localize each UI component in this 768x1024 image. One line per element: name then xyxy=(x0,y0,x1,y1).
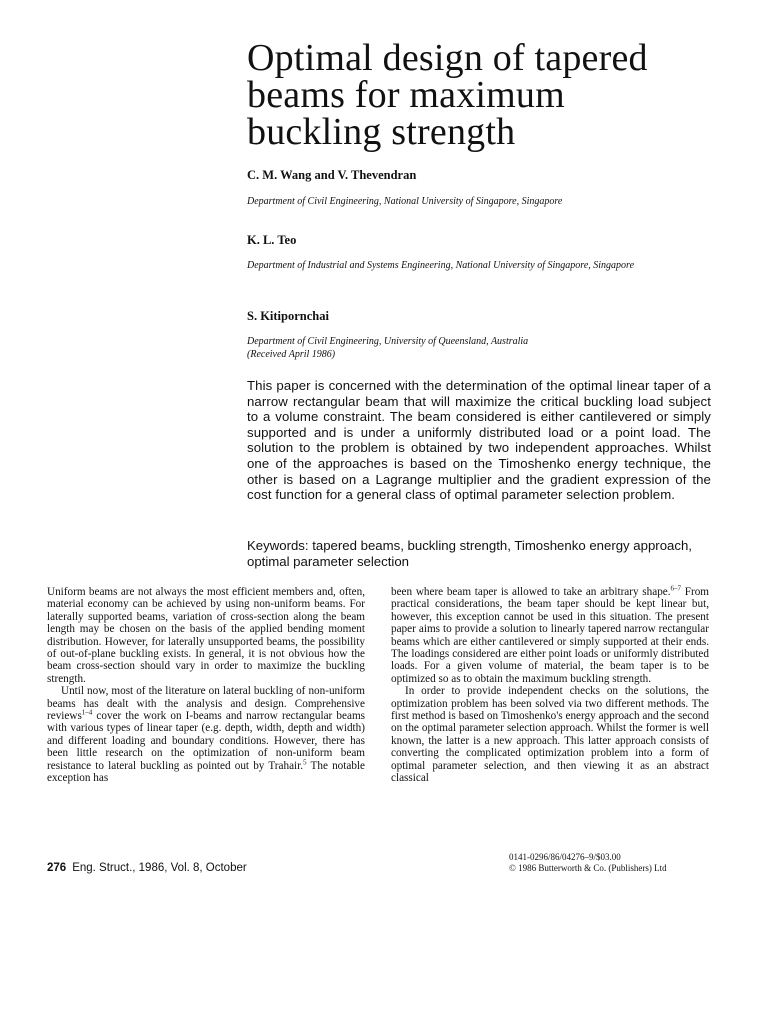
citation-ref: 5 xyxy=(303,757,307,766)
body-paragraph: Uniform beams are not always the most efficient members and, often, material economy can be achieved by using non-uniform beams. For laterally supported beams, variation of cross-section along the beam length may be chosen on the basis of the applied bending moment distribution. However, for laterally unsupported beams, the possibility of out-of-plane buckling exists. In general, it is not obvious how the beam cross-section should vary in order to maximize the buckling strength. xyxy=(47,586,365,685)
author-affiliation: Department of Civil Engineering, University of Queensland, Australia xyxy=(247,336,529,347)
author-affiliation: Department of Industrial and Systems Engineering, National University of Singapore, Singapore xyxy=(247,260,635,271)
title-line: buckling strength xyxy=(247,111,516,153)
title-line: Optimal design of tapered xyxy=(247,37,648,79)
citation-ref: 6–7 xyxy=(670,584,682,593)
page-footer xyxy=(47,862,247,874)
body-paragraph: been where beam taper is allowed to take an arbitrary shape.$^{6-7}$ From practical considerations, the beam taper should be kept linear but, however, this exception cannot be used in this situation. The present paper aims to provide a solution to linearly tapered narrow rectangular beams which are either cantilevered or simply supported at their ends. The loadings considered are either point loads or uniformly distributed loads. For a given volume of material, the beam taper is to be optimized so as to obtain the maximum buckling strength. xyxy=(391,584,709,685)
title-line: beams for maximum xyxy=(247,74,565,116)
author-names: K. L. Teo xyxy=(247,233,297,247)
received-date: (Received April 1986) xyxy=(247,349,336,360)
author-affiliation: Department of Civil Engineering, National University of Singapore, Singapore xyxy=(247,196,563,207)
article-code: 0141-0296/86/04276–9/$03.00 xyxy=(509,852,621,862)
author-names: S. Kitipornchai xyxy=(247,309,329,323)
author-names: C. M. Wang and V. Thevendran xyxy=(247,168,417,182)
body-column-right xyxy=(391,586,709,785)
citation-ref: 1–4 xyxy=(81,708,93,717)
keywords: Keywords: tapered beams, buckling strength, Timoshenko energy approach, optimal parameter selection xyxy=(247,538,692,569)
copyright-block xyxy=(509,852,667,874)
paper-title xyxy=(247,37,747,153)
abstract: This paper is concerned with the determination of the optimal linear taper of a narrow rectangular beam that will maximize the critical buckling load subject to a volume constraint. The beam considered is either cantilevered or simply supported and is under a uniformly distributed load or a point load. The solution to the problem is obtained by two independent approaches. Whilst one of the approaches is based on the Timoshenko energy technique, the other is based on a Lagrange multiplier and the gradient expression of the cost function for a general class of optimal parameter selection problem. xyxy=(247,378,711,503)
body-paragraph: Until now, most of the literature on lateral buckling of non-uniform beams has dealt with the analysis and design. Comprehensive reviews$^{1-4}$ cover the work on I-beams and narrow rectangular beams with various types of linear taper (e.g. depth, width, depth and width) and different loading and boundary conditions. However, there has been little research on the optimization of non-uniform beam resistance to lateral buckling as pointed out by Trahair.$^5$ The notable exception has xyxy=(47,685,366,785)
copyright-notice: © 1986 Butterworth & Co. (Publishers) Ltd xyxy=(509,863,667,873)
page-number: 276 xyxy=(47,862,67,874)
body-column-left xyxy=(47,586,365,785)
journal-citation: Eng. Struct., 1986, Vol. 8, October xyxy=(72,862,247,874)
body-paragraph: In order to provide independent checks on the solutions, the optimization problem has been solved via two different methods. The first method is based on Timoshenko's energy approach and the second on the optimal parameter selection approach. Whilst the former is well known, the latter is a new approach. This latter approach consists of converting the complicated optimization problem into a form of optimal parameter selection, and then viewing it as an abstract classical xyxy=(391,685,709,785)
